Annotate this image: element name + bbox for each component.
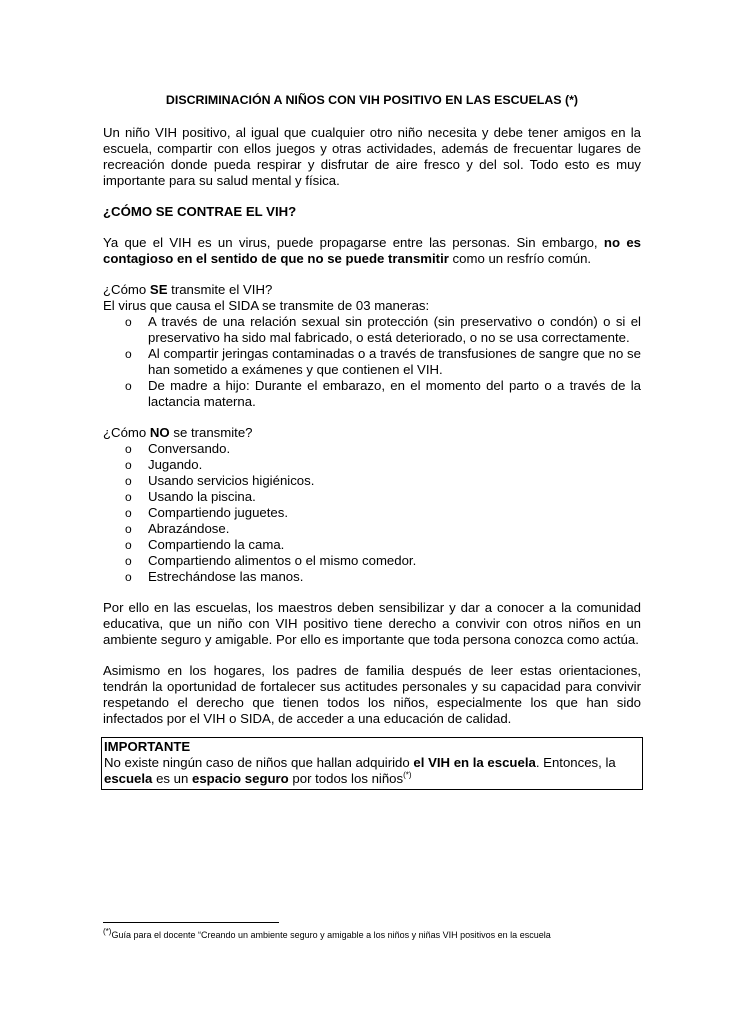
virus-paragraph-emphasis: no es contagioso en el sentido de que no se puede transmitir <box>103 235 641 266</box>
document-page <box>103 92 641 790</box>
intro-paragraph: Un niño VIH positivo, al igual que cualquier otro niño necesita y debe tener amigos en la escuela, compartir con ellos juegos y otras actividades, además de frecuentar lugares de recreación donde pueda respirar y disfrutar de aire fresco y del sol. Todo esto es muy importante para su salud mental y física. <box>103 125 641 188</box>
list-item: o Conversando. <box>125 441 231 456</box>
list-item: o Estrechándose las manos. <box>125 569 304 584</box>
not-transmits-list <box>103 441 641 585</box>
bullet-marker: o <box>125 554 132 568</box>
list-item: o De madre a hijo: Durante el embarazo, en el momento del parto o a través de la lactancia materna. <box>125 378 641 409</box>
transmits-intro: El virus que causa el SIDA se transmite de 03 maneras: <box>103 298 430 313</box>
list-item: o Compartiendo la cama. <box>125 537 285 552</box>
important-text: No existe ningún caso de niños que hallan adquirido el VIH en la escuela. Entonces, la escuela es un espacio seguro por todos los niños(*) <box>104 755 616 786</box>
bullet-marker: o <box>125 538 132 552</box>
transmits-list <box>103 314 641 410</box>
transmits-question: ¿Cómo SE transmite el VIH? <box>103 282 273 297</box>
schools-paragraph: Por ello en las escuelas, los maestros deben sensibilizar y dar a conocer a la comunidad educativa, que un niño con VIH positivo tiene derecho a convivir con otros niños en un ambiente seguro y amigable. Por ello es importante que toda persona conozca como actúa. <box>103 600 641 647</box>
list-item: o Compartiendo juguetes. <box>125 505 289 520</box>
virus-paragraph: Ya que el VIH es un virus, puede propagarse entre las personas. Sin embargo, no es contagioso en el sentido de que no se puede transmitir como un resfrío común. <box>103 235 641 266</box>
bullet-marker: o <box>125 442 132 456</box>
bullet-marker: o <box>125 490 132 504</box>
footnote-mark: (*) <box>103 927 112 936</box>
footnote <box>103 927 641 941</box>
document-title: DISCRIMINACIÓN A NIÑOS CON VIH POSITIVO EN LAS ESCUELAS (*) <box>165 93 579 107</box>
bullet-marker: o <box>125 474 132 488</box>
homes-paragraph: Asimismo en los hogares, los padres de familia después de leer estas orientaciones, tendrán la oportunidad de fortalecer sus actitudes personales y su capacidad para convivir respetando el derecho que tienen todos los niños, especialmente los que han sido infectados por el VIH o SIDA, de acceder a una educación de calidad. <box>103 663 641 726</box>
list-item: o Abrazándose. <box>125 521 230 536</box>
list-item: o Jugando. <box>125 457 203 472</box>
section-heading: ¿CÓMO SE CONTRAE EL VIH? <box>103 204 297 219</box>
important-box <box>101 737 643 790</box>
list-item: o Usando servicios higiénicos. <box>125 473 315 488</box>
bullet-marker: o <box>125 522 132 536</box>
list-item: o Al compartir jeringas contaminadas o a través de transfusiones de sangre que no se han sometido a exámenes y que contienen el VIH. <box>125 346 641 377</box>
bullet-marker: o <box>125 347 132 361</box>
footnote-separator <box>103 922 279 923</box>
bullet-marker: o <box>125 458 132 472</box>
bullet-marker: o <box>125 506 132 520</box>
list-item: o Usando la piscina. <box>125 489 256 504</box>
footnote-reference: (*) <box>403 770 412 780</box>
list-item: o A través de una relación sexual sin protección (sin preservativo o condón) o si el preservativo ha sido mal fabricado, o está deteriorado, o no se usa correctamente. <box>125 314 641 345</box>
bullet-marker: o <box>125 379 132 393</box>
bullet-marker: o <box>125 570 132 584</box>
not-transmits-question: ¿Cómo NO se transmite? <box>103 425 253 440</box>
list-item: o Compartiendo alimentos o el mismo comedor. <box>125 553 417 568</box>
footnote-text: Guía para el docente “Creando un ambiente seguro y amigable a los niños y niñas VIH positivos en la escuela <box>111 930 551 940</box>
bullet-marker: o <box>125 315 132 329</box>
important-heading: IMPORTANTE <box>104 739 191 754</box>
